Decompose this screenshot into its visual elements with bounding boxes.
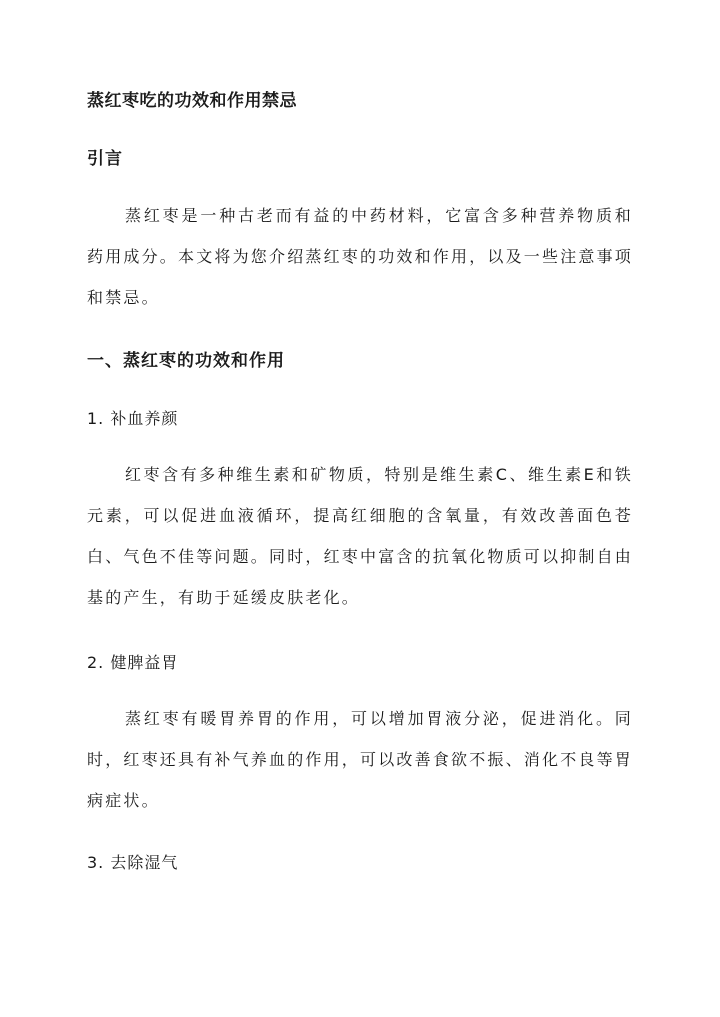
item-paragraph-stomach: 蒸红枣有暖胃养胃的作用，可以增加胃液分泌，促进消化。同时，红枣还具有补气养血的作用，可以改善食欲不振、消化不良等胃病症状。 (87, 709, 634, 810)
document-title: 蒸红枣吃的功效和作用禁忌 (87, 91, 297, 111)
item-paragraph-blood: 红枣含有多种维生素和矿物质，特别是维生素C、维生素E和铁元素，可以促进血液循环，提高红细胞的含氧量，有效改善面色苍白、气色不佳等问题。同时，红枣中富含的抗氧化物质可以抑制自由基的产生，有助于延缓皮肤老化。 (87, 465, 634, 607)
item-heading-dampness: 3. 去除湿气 (87, 853, 179, 872)
intro-heading: 引言 (87, 149, 123, 169)
item-heading-blood: 1. 补血养颜 (87, 409, 179, 428)
section-heading-effects: 一、蒸红枣的功效和作用 (87, 351, 285, 371)
intro-paragraph: 蒸红枣是一种古老而有益的中药材料，它富含多种营养物质和药用成分。本文将为您介绍蒸红枣的功效和作用，以及一些注意事项和禁忌。 (87, 206, 634, 307)
item-heading-stomach: 2. 健脾益胃 (87, 653, 179, 672)
